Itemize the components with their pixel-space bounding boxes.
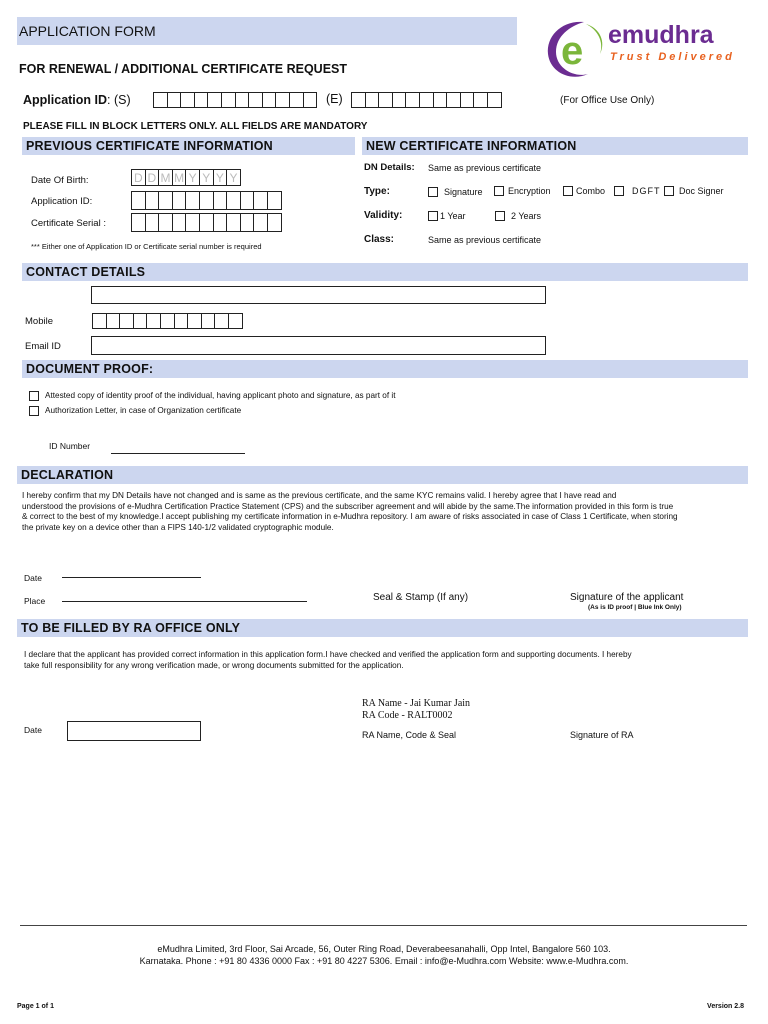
applicant-signature-note: (As is ID proof | Blue Ink Only) [588, 604, 682, 611]
svg-text:e: e [561, 29, 584, 73]
application-id-s-boxes[interactable] [153, 92, 317, 108]
validity-label: Validity: [364, 210, 403, 221]
applicant-signature-label: Signature of the applicant [570, 592, 684, 603]
dob-label: Date Of Birth: [31, 175, 89, 186]
authorization-letter-checkbox[interactable] [29, 406, 39, 416]
type-encryption-checkbox[interactable] [494, 186, 504, 196]
validity-1-year-checkbox[interactable] [428, 211, 438, 221]
dn-details-label: DN Details: [364, 162, 415, 173]
ra-signature-label: Signature of RA [570, 730, 634, 740]
instructions: PLEASE FILL IN BLOCK LETTERS ONLY. ALL FIELDS ARE MANDATORY [23, 121, 368, 132]
declaration-date-line[interactable] [62, 577, 201, 578]
validity-2-years-checkbox[interactable] [495, 211, 505, 221]
prev-cert-note: *** Either one of Application ID or Certificate serial number is required [31, 242, 262, 251]
ra-name: RA Name - Jai Kumar Jain [362, 698, 471, 709]
dn-details-value: Same as previous certificate [428, 163, 542, 173]
declaration-place-label: Place [24, 596, 46, 606]
type-dgft-checkbox[interactable] [614, 186, 624, 196]
dob-input-boxes[interactable]: D D M M Y Y Y Y [131, 169, 241, 186]
type-combo-checkbox[interactable] [563, 186, 573, 196]
logo-tagline: Trust Delivered [610, 51, 735, 63]
footer-address-1: eMudhra Limited, 3rd Floor, Sai Arcade, 56, Outer Ring Road, Deverabeesanahalli, Opp Intel, Bangalore 560 103. [157, 944, 611, 954]
application-id-e-label: (E) [326, 92, 343, 106]
type-encryption-label: Encryption [508, 186, 551, 196]
emudhra-logo [544, 18, 756, 82]
declaration-bar [17, 466, 748, 484]
form-title: APPLICATION FORM [19, 23, 156, 39]
footer-address-2: Karnataka. Phone : +91 80 4336 0000 Fax : +91 80 4227 5306. Email : info@e-Mudhra.com Website: www.e-Mudhra.com. [139, 956, 629, 966]
declaration-title: DECLARATION [21, 468, 114, 482]
office-use-note: (For Office Use Only) [560, 95, 655, 106]
type-signature-checkbox[interactable] [428, 187, 438, 197]
prev-application-id-boxes[interactable] [131, 191, 282, 210]
id-number-label: ID Number [49, 441, 91, 451]
ra-date-field[interactable] [67, 721, 201, 741]
declaration-text: I hereby confirm that my DN Details have not changed and is same as the previous certificate, and the same KYC remains valid. I hereby agree that I have read and understood the provisions of e-Mudhra Certification Practice Statement (CPS) and the subscriber agreement and will abide by the same.The information provided in this form is true & correct to the best of my knowledge.I accept publishing my certificate information in e-Mudhra repository. I am aware of risks associated in case of Class 1 Certificate, when storing the private key on a device other than a FIPS 140-1/2 validated cryptographic module. [22, 491, 678, 532]
declaration-place-line[interactable] [62, 601, 307, 602]
class-value: Same as previous certificate [428, 235, 542, 245]
application-id-label: Application ID: (S) [23, 93, 131, 107]
mobile-label: Mobile [25, 316, 53, 327]
previous-cert-title: PREVIOUS CERTIFICATE INFORMATION [26, 139, 273, 153]
page-number: Page 1 of 1 [17, 1003, 54, 1010]
form-subtitle: FOR RENEWAL / ADDITIONAL CERTIFICATE REQUEST [19, 62, 348, 76]
cert-serial-boxes[interactable] [131, 213, 282, 232]
version: Version 2.8 [707, 1003, 744, 1010]
identity-proof-label: Attested copy of identity proof of the individual, having applicant photo and signature, as part of it [45, 391, 396, 400]
ra-seal-label: RA Name, Code & Seal [362, 730, 457, 740]
document-proof-title: DOCUMENT PROOF: [26, 362, 154, 376]
authorization-letter-label: Authorization Letter, in case of Organization certificate [45, 406, 242, 415]
type-doc-signer-checkbox[interactable] [664, 186, 674, 196]
identity-proof-checkbox[interactable] [29, 391, 39, 401]
ra-date-label: Date [24, 725, 42, 735]
validity-1-year-label: 1 Year [440, 211, 466, 221]
type-label: Type: [364, 186, 390, 197]
type-dgft-label: DGFT [632, 186, 661, 196]
type-signature-label: Signature [444, 187, 483, 197]
ra-code: RA Code - RALT0002 [362, 710, 453, 721]
contact-title: CONTACT DETAILS [26, 265, 146, 279]
cert-serial-label: Certificate Serial : [31, 218, 106, 229]
prev-application-id-label: Application ID: [31, 196, 93, 207]
application-id-e-boxes[interactable] [351, 92, 502, 108]
type-combo-label: Combo [576, 186, 606, 196]
logo-name: emudhra [608, 21, 714, 49]
declaration-date-label: Date [24, 573, 42, 583]
email-label: Email ID [25, 341, 61, 352]
contact-name-field[interactable] [91, 286, 546, 304]
ra-office-title: TO BE FILLED BY RA OFFICE ONLY [21, 621, 241, 635]
id-number-line[interactable] [111, 453, 245, 454]
seal-stamp-label: Seal & Stamp (If any) [373, 592, 469, 603]
mobile-input-boxes[interactable] [92, 313, 243, 329]
validity-2-years-label: 2 Years [511, 211, 542, 221]
email-field[interactable] [91, 336, 546, 355]
new-cert-title: NEW CERTIFICATE INFORMATION [366, 139, 577, 153]
type-doc-signer-label: Doc Signer [679, 186, 724, 196]
class-label: Class: [364, 234, 395, 245]
footer-divider [20, 925, 747, 926]
logo-swoosh-icon [544, 18, 610, 82]
ra-declaration-text: I declare that the applicant has provided correct information in this application form.I have checked and verified the application form and supporting documents. I hereby take full responsibility for any wrong verification made, or wrong documents submitted for the application. [24, 650, 632, 670]
